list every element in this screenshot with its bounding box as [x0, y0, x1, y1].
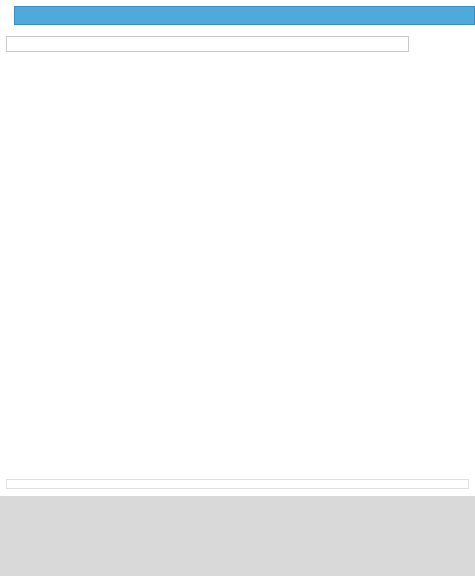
legal-person-field[interactable] — [6, 36, 409, 52]
legal-person-row — [0, 34, 475, 54]
footer-box — [6, 479, 469, 489]
contact-responder-button[interactable] — [14, 6, 475, 25]
